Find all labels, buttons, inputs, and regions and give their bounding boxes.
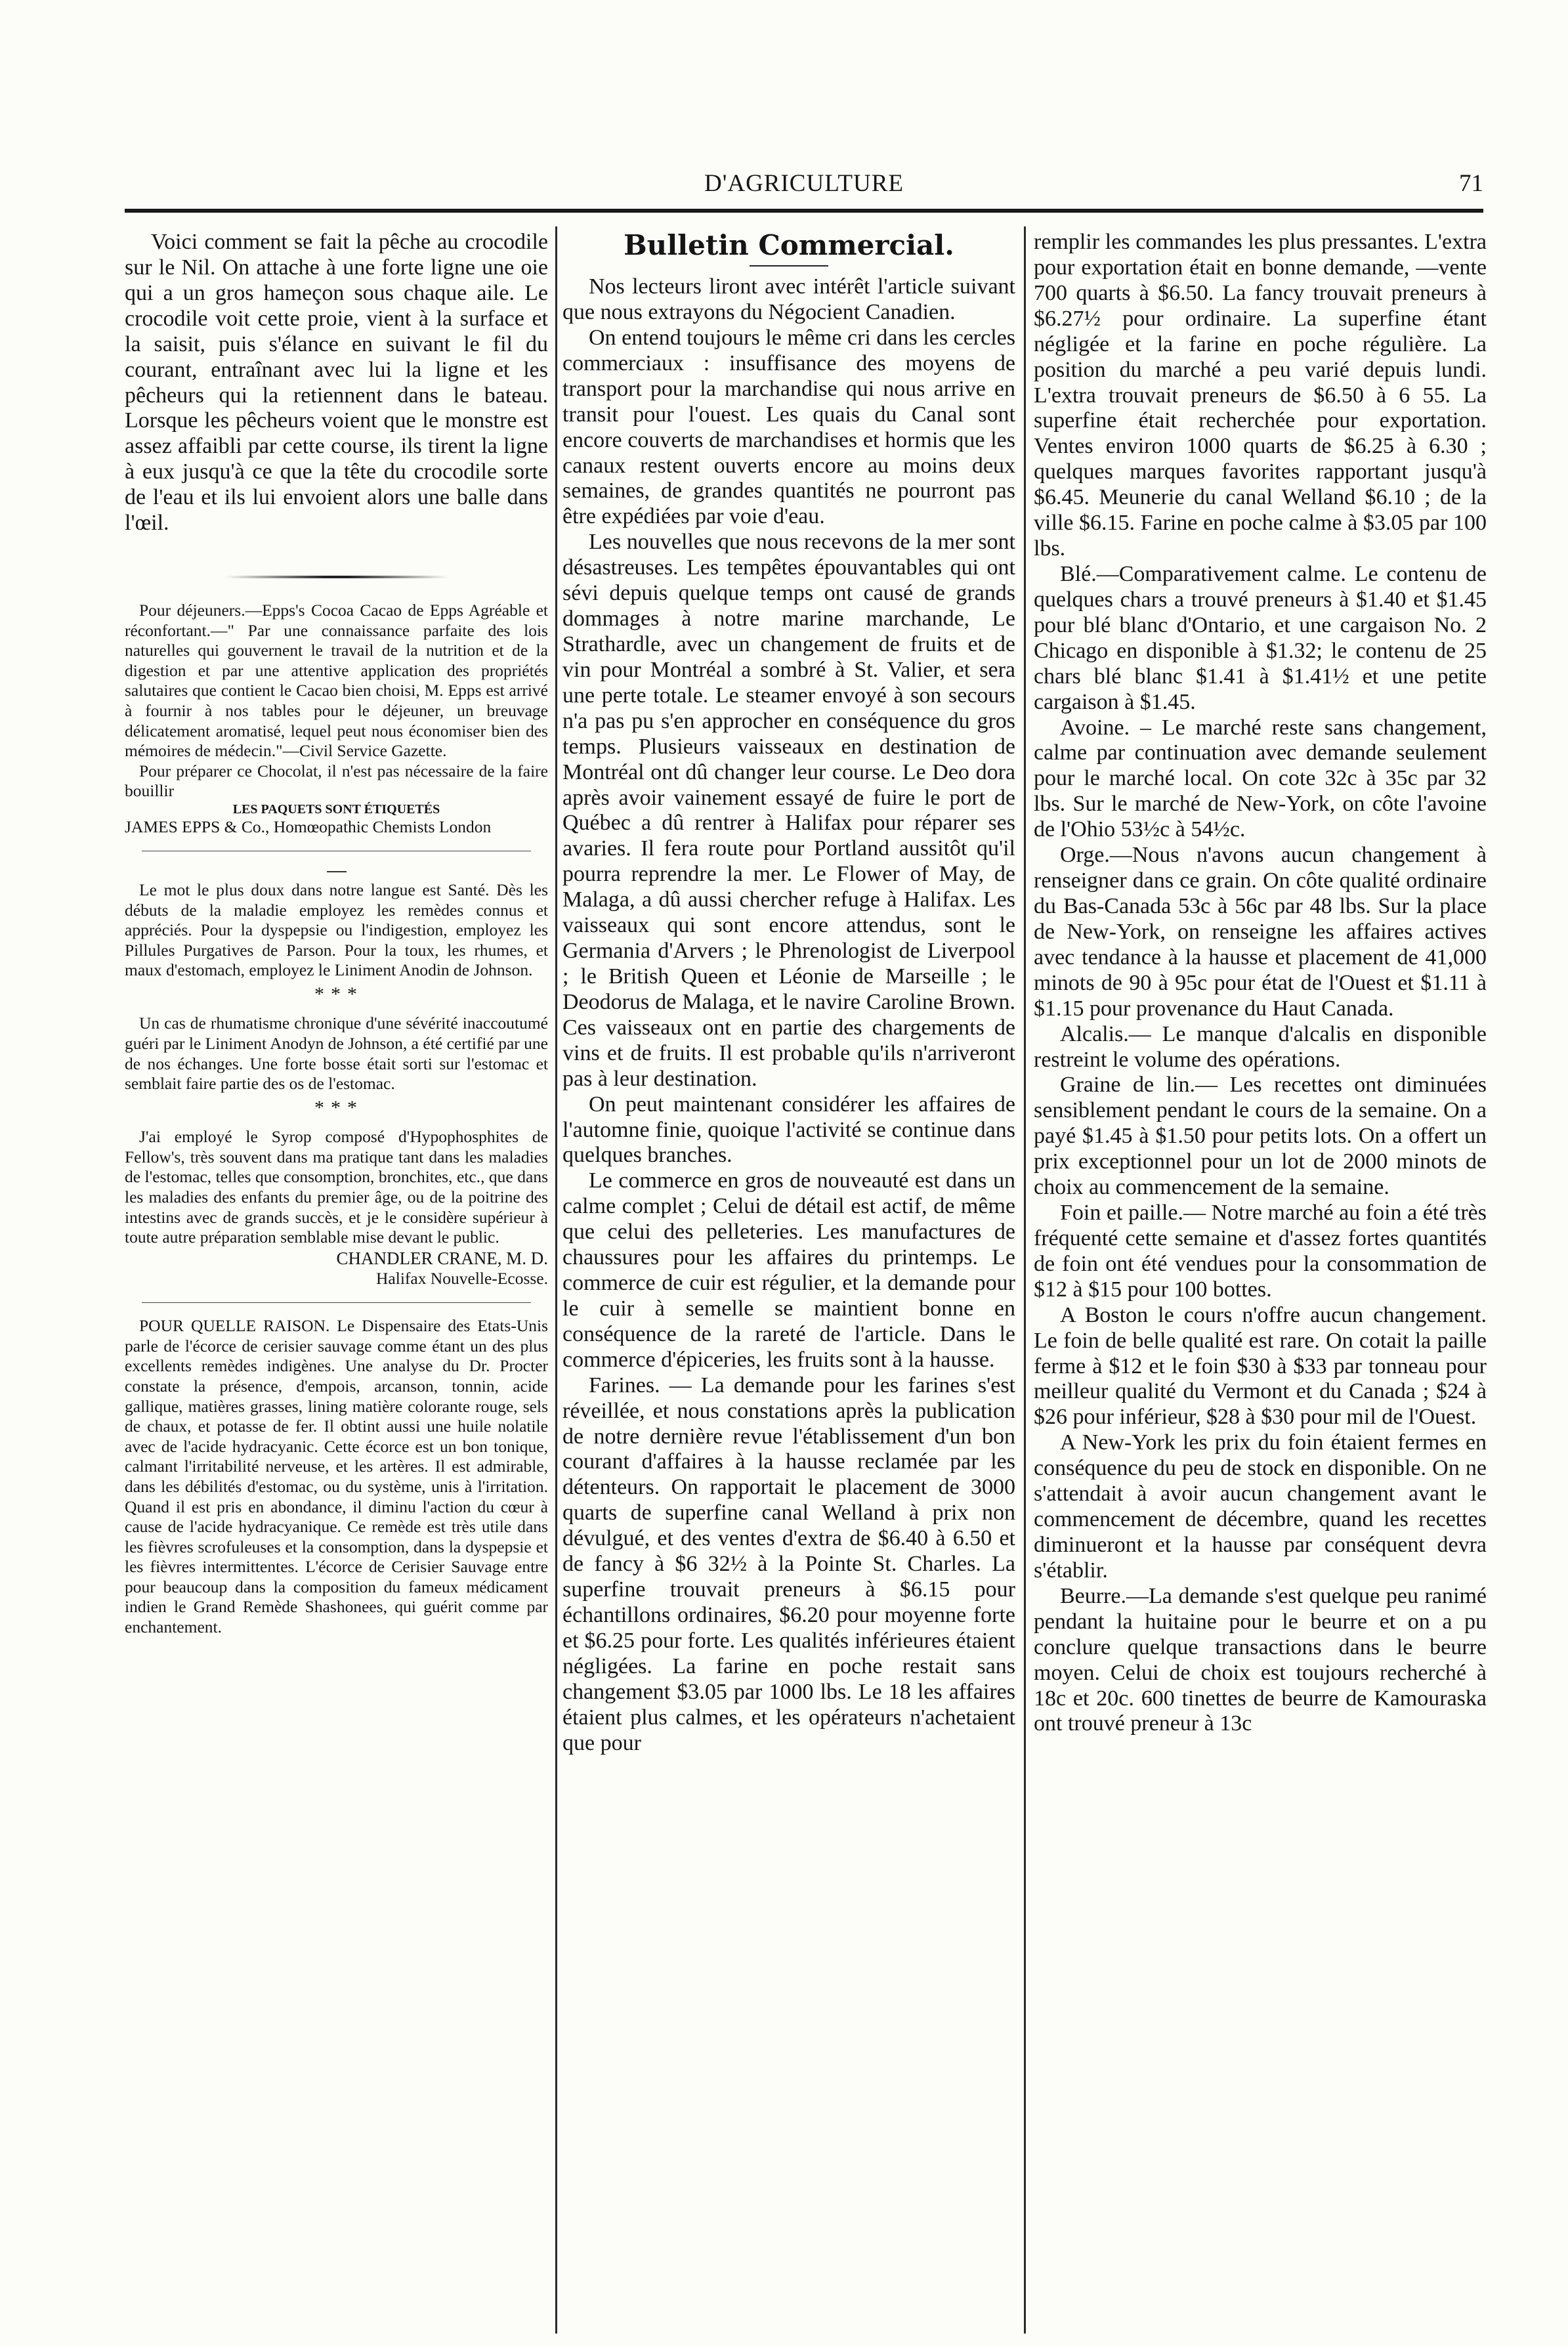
crocodile-article: Voici comment se fait la pêche au crocodile sur le Nil. On attache à une forte ligne une oie qui a un gros hameçon sous chaque aile. Le crocodile voit cette proie, vient à la surface et la saisit, puis s'élance en suivant le fil du courant, entraînant avec lui la ligne et les pêcheurs qui la retiennent dans le bateau. Lorsque les pêcheurs voient que le monstre est assez affaibli par cette course, ils tirent la ligne à eux jusqu'à ce que la tête du crocodile sorte de l'eau et ils lui envoient alors une balle dans l'œil.: [125, 230, 548, 536]
epps-advertisement: [125, 601, 548, 838]
epps-signature: JAMES EPPS & Co., Homœopathic Chemists London: [125, 817, 492, 836]
asterism-1: * * *: [314, 983, 358, 1006]
page-number: 71: [1459, 170, 1483, 197]
syrop-text: J'ai employé le Syrop composé d'Hypophosphites de Fellow's, très souvent dans ma pratique tant dans les maladies de l'estomac, telles que consomption, bronchites, etc., que dans les maladies des enfants du premier âge, ou de la poitrine des intestins avec de grands succès, et je le considère supérieur à toute autre préparation semblable mise devant le public.: [125, 1127, 548, 1247]
section-rule: [142, 851, 531, 852]
new-york-paragraph: A New-York les prix du foin étaient fermes en conséquence du peu de stock en disponible. On ne s'attendait à avoir aucun changement avant le commencement de décembre, quand les recettes diminueront et la hausse par conséquent devra s'établir.: [1034, 1430, 1487, 1583]
syrop-advertisement: [125, 1127, 548, 1289]
pourquoi-text: POUR QUELLE RAISON. Le Dispensaire des Etats-Unis parle de l'écorce de cerisier sauvage comme étant un des plus excellents remèdes indigènes. Une analyse du Dr. Procter constate la présence, d'empois, arcanson, tonnin, acide gallique, matières grasses, lining matière colorante rouge, sels de chaux, et potasse de fer. Il obtint aussi une huile nolatile avec de l'acide hydracyanic. Cette écorce est un bon tonique, calmant l'irritabilité nerveuse, et les artères. Il est admirable, dans les débilités d'estomac, ou du système, unis à l'irritation. Quand il est pris en abondance, il diminu l'action du cœur à cause de l'acide hydracyanique. Ce remède est très utile dans les fièvres scrofuleuses et la consomption, dans la dyspepsie et les fièvres intermittentes. L'écorce de Cerisier Sauvage entre pour beaucoup dans la composition du fameux médicament indien le Grand Remède Shashonees, qui guérit comme par enchantement.: [125, 1316, 548, 1637]
signature-place: Halifax Nouvelle-Ecosse.: [376, 1269, 548, 1289]
sante-text: Le mot le plus doux dans notre langue est Santé. Dès les débuts de la maladie employez les remèdes connus et appréciés. Pour la dyspepsie ou l'indigestion, employez les Pillules Purgatives de Parson. Pour la toux, les rhumes, et maux d'estomach, employez le Liniment Anodin de Johnson.: [125, 880, 548, 980]
epps-text: Pour déjeuners.—Epps's Cocoa Cacao de Epps Agréable et réconfortant.—" Par une connaissance parfaite des lois naturelles qui gouvernent le travail de la nutrition et de la digestion et par une attentive application des propriétés salutaires que contient le Cacao bien choisi, M. Epps est arrivé à fournir à nos tables pour le déjeuner, un breuvage délicatement aromatisé, lequel peut nous économiser bien des mémoires de médecin."—Civil Service Gazette.: [125, 601, 548, 761]
graine-de-lin-paragraph: Graine de lin.— Les recettes ont diminuées sensiblement pendant le cours de la semaine. On a payé $1.45 à $1.50 pour petits lots. On a offert un prix exceptionnel pour un lot de 2000 minots de choix au commencement de la semaine.: [1034, 1073, 1487, 1200]
section-rule-2: [142, 1302, 531, 1304]
sante-advertisement: [125, 880, 548, 981]
ornamental-rule: [225, 576, 448, 578]
avoine-paragraph: Avoine. – Le marché reste sans changement, calme par continuation avec demande seulement pour le marché local. On cote 32c à 35c par 32 lbs. Sur le marché de New-York, on côte l'avoine de l'Ohio 53½c à 54½c.: [1034, 715, 1487, 842]
column-middle: [562, 230, 1015, 1757]
running-title: D'AGRICULTURE: [704, 170, 904, 197]
alcalis-paragraph: Alcalis.— Le manque d'alcalis en disponible restreint le volume des opérations.: [1034, 1021, 1487, 1072]
boston-paragraph: A Boston le cours n'offre aucun changement. Le foin de belle qualité est rare. On cotait la paille ferme à $12 et le foin $30 à $33 par tonneau pour meilleur qualité du Vermont et du Canada ; $24 à $26 pour inférieur, $28 à $30 pour mil de l'Ouest.: [1034, 1302, 1487, 1430]
bulletin-transport: On entend toujours le même cri dans les cercles commerciaux : insuffisance des moyens de transport pour la marchandise qui nous arrive en transit pour l'ouest. Les quais du Canal sont encore couverts de marchandises et hormis que les canaux restent ouverts encore au moins deux semaines, de grandes quantités ne pourront pas être expédiées par voie d'eau.: [562, 325, 1015, 529]
asterism-2: * * *: [314, 1096, 358, 1119]
bulletin-title: Bulletin Commercial.: [624, 229, 954, 261]
epps-label-notice: LES PAQUETS SONT ÉTIQUETÉS: [232, 802, 440, 817]
header-rule: [125, 209, 1483, 213]
pourquoi-advertisement: [125, 1316, 548, 1638]
beurre-paragraph: Beurre.—La demande s'est quelque peu ranimé pendant la huitaine pour le beurre et on a pu conclure quelque transactions dans le beurre moyen. Celui de choix est toujours recherché à 18c et 20c. 600 tinettes de beurre de Kamouraska ont trouvé preneur à 13c: [1034, 1583, 1487, 1736]
bulletin-farines: Farines. — La demande pour les farines s'est réveillée, et nous constations après la publication de notre dernière revue l'établissement d'un bon courant d'affaires à la hausse reclamée par les détenteurs. On rapportait le placement de 3000 quarts de superfine canal Welland à prix non dévulgué, et des ventes d'extra de $6.40 à 6.50 et de fancy à $6 32½ à la Pointe St. Charles. La superfine trouvait preneurs à $6.15 pour échantillons ordinaires, $6.20 pour moyenne forte et $6.25 pour forte. Les qualités inférieures étaient négligées. La farine en poche restait sans changement $3.05 par 1000 lbs. Le 18 les affaires étaient plus calmes, et les opérateurs n'achetaient que pour: [562, 1373, 1015, 1755]
bulletin-automne: On peut maintenant considérer les affaires de l'automne finie, quoique l'activité se continue dans quelques branches.: [562, 1092, 1015, 1168]
rhumatisme-text: Un cas de rhumatisme chronique d'une sévérité inaccoutumé guéri par le Liniment Anodyn de Johnson, a été certifié par une de nos échanges. Une forte bosse était sorti sur l'estomac et semblait faire partie des os de l'estomac.: [125, 1013, 548, 1094]
title-rule: [750, 265, 828, 267]
orge-paragraph: Orge.—Nous n'avons aucun changement à renseigner dans ce grain. On côte qualité ordinaire du Bas-Canada 53c à 56c par 48 lbs. Sur la place de New-York, on renseigne les affaires actives avec tendance à la hausse et placement de 41,000 minots de 90 à 95c pour état de l'Ouest et $1.11 à $1.15 pour provenance du Haut Canada.: [1034, 843, 1487, 1021]
column-left: [125, 230, 548, 1638]
farines-continued: remplir les commandes les plus pressantes. L'extra pour exportation était en bonne demande, —vente 700 quarts à $6.50. La fancy trouvait preneurs à $6.27½ pour ordinaire. La superfine étant négligée et la farine en poche régulière. La position du marché a peu varié depuis lundi. L'extra trouvait preneurs de $6.50 à 6 55. La superfine était recherchée pour exportation. Ventes environ 1000 quarts de $6.25 à 6.30 ; quelques marques favorites rapportant jusqu'à $6.45. Meunerie du canal Welland $6.10 ; de la ville $6.15. Farine en poche calme à $3.05 par 100 lbs.: [1034, 230, 1487, 561]
foin-paragraph: Foin et paille.— Notre marché au foin a été très fréquenté cette semaine et d'assez fortes quantités de foin ont été vendues pour la consommation de $12 à $15 pour 100 bottes.: [1034, 1201, 1487, 1302]
column-divider-2: [1024, 226, 1026, 2334]
bulletin-mer: Les nouvelles que nous recevons de la mer sont désastreuses. Les tempêtes épouvantables qui ont sévi depuis quelque temps ont causé de grands dommages à notre marine marchande, Le Strathardle, avec un changement de fruits et de vin pour Montréal a sombré à St. Valier, et sera une perte totale. Le steamer envoyé à son secours n'a pas pu s'en approcher en conséquence du gros temps. Plusieurs vaisseaux en destination de Montréal ont dû changer leur course. Le Deo dora après avoir vainement essayé de fuire le port de Québec a dû rentrer à Halifax pour réparer ses avaries. Il fera route pour Portland aussitôt qu'il pourra reprendre la mer. Le Flower of May, de Malaga, a dû aussi chercher refuge à Halifax. Les vaisseaux qui sont encore attendus, sont le Germania d'Arvers ; le Phrenologist de Liverpool ; le British Queen et Léonie de Marseille ; le Deodorus de Malaga, et le navire Caroline Brown. Ces vaisseaux ont en partie des chargements de vins et de fruits. Il est probable qu'ils n'arriveront pas à leur destination.: [562, 530, 1015, 1091]
signature-name: CHANDLER CRANE, M. D.: [336, 1248, 548, 1268]
ble-paragraph: Blé.—Comparativement calme. Le contenu de quelques chars a trouvé preneurs à $1.40 et $1.45 pour blé blanc d'Ontario, et une cargaison No. 2 Chicago en disponible à $1.32; le contenu de 25 chars blé blanc $1.41 à $1.41½ et une petite cargaison à $1.45.: [1034, 561, 1487, 714]
bulletin-commerce: Le commerce en gros de nouveauté est dans un calme complet ; Celui de détail est actif, de même que celui des pelleteries. Les manufactures de chaussures pour les affaires du printemps. Le commerce de cuir est régulier, et la demande pour le cuir à semelle se maintient bonne en conséquence de la rareté de l'article. Dans le commerce d'épiceries, les fruits sont à la hausse.: [562, 1168, 1015, 1372]
dash-rule: [327, 871, 347, 872]
column-divider-1: [555, 226, 557, 2334]
epps-preparation: Pour préparer ce Chocolat, il n'est pas nécessaire de la faire bouillir: [125, 761, 548, 801]
bulletin-intro: Nos lecteurs liront avec intérêt l'article suivant que nous extrayons du Négocient Canadien.: [562, 274, 1015, 324]
rhumatisme-advertisement: [125, 1013, 548, 1094]
column-right: [1034, 230, 1487, 1737]
